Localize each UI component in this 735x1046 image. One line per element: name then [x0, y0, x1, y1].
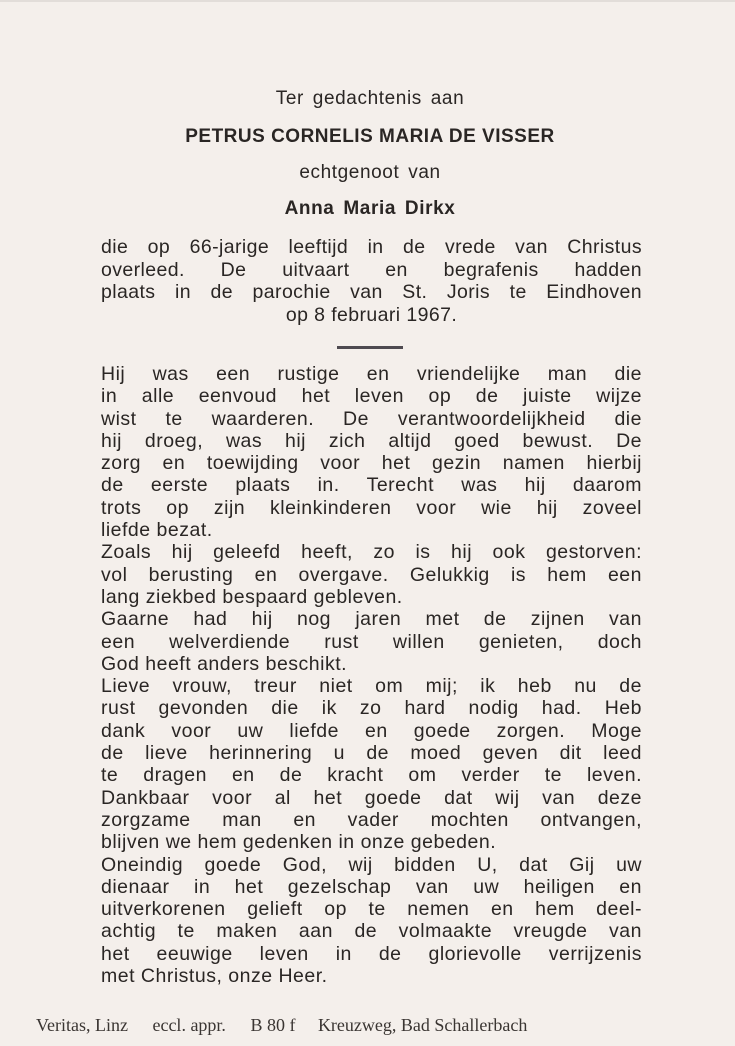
deceased-name: PETRUS CORNELIS MARIA DE VISSER [185, 126, 555, 147]
body-line: Oneindig goede God, wij bidden U, dat Gij uw [101, 853, 642, 876]
intro-line: die op 66-jarige leeftijd in de vrede van Christus [101, 236, 642, 258]
body-line: de eerste plaats in. Terecht was hij daarom [101, 474, 642, 497]
intro-line: op 8 februari 1967. [285, 303, 458, 326]
body-line: hij droeg, was hij zich altijd goed bewust. De [101, 429, 642, 452]
divider [337, 346, 403, 349]
body-line: vol berusting en overgave. Gelukkig is hem een [101, 563, 642, 586]
body-line: zorgzame man en vader mochten ontvangen, [101, 808, 642, 831]
print-code: B 80 f [250, 1015, 296, 1035]
body-line: in alle eenvoud het leven op de juiste wijze [101, 385, 642, 408]
death-notice [101, 236, 642, 326]
approval: eccl. appr. [152, 1015, 226, 1035]
body-line: het eeuwige leven in de glorievolle verrijzenis [101, 942, 642, 965]
body-line: Lieve vrouw, treur niet om mij; ik heb nu de [101, 675, 642, 698]
body-line: dank voor uw liefde en goede zorgen. Moge [101, 719, 642, 742]
intro-line: plaats in de parochie van St. Joris te Eindhoven [101, 281, 642, 303]
memorial-text [101, 363, 642, 987]
in-memory-heading: Ter gedachtenis aan [275, 88, 465, 109]
body-line: God heeft anders beschikt. [101, 652, 348, 675]
body-line: rust gevonden die ik zo hard nodig had. Heb [101, 697, 642, 720]
body-line: Dankbaar voor al het goede dat wij van deze [101, 786, 642, 809]
body-line: te dragen en de kracht om verder te leven. [101, 764, 642, 787]
body-line: blijven we hem gedenken in onze gebeden. [101, 831, 497, 854]
body-line: Gaarne had hij nog jaren met de zijnen van [101, 608, 642, 631]
body-line: liefde bezat. [101, 519, 213, 542]
publisher: Veritas, Linz [36, 1015, 128, 1035]
image-title: Kreuzweg, Bad Schallerbach [317, 1015, 528, 1035]
body-line: achtig te maken aan de volmaakte vreugde van [101, 920, 642, 943]
body-line: trots op zijn kleinkinderen voor wie hij zoveel [101, 496, 642, 519]
body-line: een welverdiende rust willen genieten, doch [101, 630, 642, 653]
body-line: dienaar in het gezelschap van uw heiligen en [101, 875, 642, 898]
relation-label: echtgenoot van [299, 162, 441, 183]
body-line: lang ziekbed bespaard gebleven. [101, 585, 403, 608]
body-line: zorg en toewijding voor het gezin namen hierbij [101, 452, 642, 475]
body-line: de lieve herinnering u de moed geven dit leed [101, 742, 642, 765]
spouse-name: Anna Maria Dirkx [284, 198, 456, 219]
body-line: uitverkorenen gelieft op te nemen en hem deel- [101, 898, 642, 921]
body-line: wist te waarderen. De verantwoordelijkheid die [101, 407, 642, 430]
body-line: met Christus, onze Heer. [101, 965, 328, 988]
body-line: Zoals hij geleefd heeft, zo is hij ook gestorven: [101, 541, 642, 564]
body-line: Hij was een rustige en vriendelijke man die [101, 363, 642, 385]
intro-line: overleed. De uitvaart en begrafenis hadden [101, 258, 642, 281]
printer-footer [36, 1015, 696, 1036]
